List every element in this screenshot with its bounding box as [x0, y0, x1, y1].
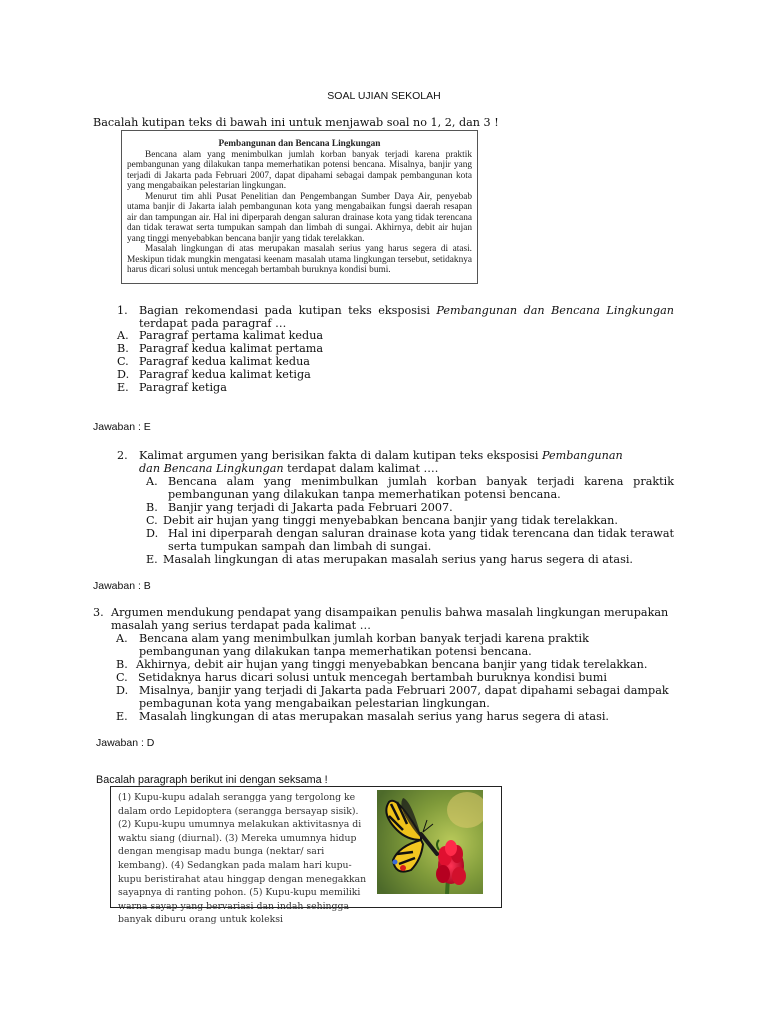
option-letter: C. — [116, 671, 128, 684]
option-text: Masalah lingkungan di atas merupakan masalah serius yang harus segera di atasi. — [163, 553, 633, 566]
option-text: Paragraf kedua kalimat kedua — [139, 355, 310, 368]
question-text-title: Pembangunan dan Bencana Lingkungan — [436, 304, 674, 317]
option-letter: C. — [146, 514, 158, 527]
option-letter: B. — [146, 501, 158, 514]
question-text-end: terdapat pada paragraf … — [139, 317, 287, 330]
option-text: Hal ini diperparah dengan saluran drainase kota yang tidak terencana dan tidak terawat serta tumpukan sampah dan limbah di sungai. — [168, 527, 674, 553]
option-text: Paragraf ketiga — [139, 381, 227, 394]
option-letter: D. — [146, 527, 159, 540]
question-number: 1. — [117, 304, 128, 317]
instruction-1: Bacalah kutipan teks di bawah ini untuk menjawab soal no 1, 2, dan 3 ! — [93, 116, 499, 129]
butterfly-passage-box — [110, 786, 502, 926]
option-text: Setidaknya harus dicari solusi untuk mencegah bertambah buruknya kondisi bumi — [138, 671, 607, 684]
option-text: Paragraf pertama kalimat kedua — [139, 329, 324, 342]
butterfly-passage-text: (1) Kupu-kupu adalah serangga yang tergolong ke dalam ordo Lepidoptera (serangga bersayap sisik). (2) Kupu-kupu umumnya melakukan aktivitasnya di waktu siang (diurnal). (3) Mereka umumnya hidup dengan mengisap madu bunga (nektar/ sari kembang). (4) Sedangkan pada malam hari kupu-kupu beristirahat atau hinggap dengan menegakkan sayapnya di ranting pohon. (5) Kupu-kupu memiliki warna sayap yang bervariasi dan indah sehingga banyak diburu orang untuk koleksi — [118, 792, 367, 926]
instruction-2: Bacalah paragraph berikut ini dengan seksama ! — [96, 774, 328, 786]
answer-3: Jawaban : D — [96, 737, 155, 749]
question-text — [139, 304, 674, 330]
answer-2: Jawaban : B — [93, 580, 151, 592]
option-letter: A. — [146, 475, 158, 488]
option-text: Debit air hujan yang tinggi menyebabkan bencana banjir yang tidak terelakkan. — [163, 514, 618, 527]
question-text-start: Kalimat argumen yang berisikan fakta di dalam kutipan teks eksposisi — [139, 449, 542, 462]
option-letter: E. — [116, 710, 128, 723]
answer-1: Jawaban : E — [93, 421, 151, 433]
option-letter: A. — [116, 632, 128, 645]
option-text: Paragraf kedua kalimat ketiga — [139, 368, 311, 381]
passage-title: Pembangunan dan Bencana Lingkungan — [218, 139, 381, 149]
page-title: SOAL UJIAN SEKOLAH — [327, 90, 441, 102]
question-text — [139, 449, 639, 475]
question-text-title: Pembangunan dan Bencana Lingkungan — [139, 449, 623, 475]
option-letter: B. — [116, 658, 128, 671]
option-text: Misalnya, banjir yang terjadi di Jakarta pada Februari 2007, dapat dipahami sebagai dampak pembagunan kota yang mengabaikan pelestarian lingkungan. — [139, 684, 669, 710]
option-text: Banjir yang terjadi di Jakarta pada Februari 2007. — [168, 501, 453, 514]
question-number: 3. — [93, 606, 104, 619]
option-letter: C. — [117, 355, 129, 368]
option-text: Masalah lingkungan di atas merupakan masalah serius yang harus segera di atasi. — [139, 710, 609, 723]
question-text: Argumen mendukung pendapat yang disampaikan penulis bahwa masalah lingkungan merupakan masalah yang serius terdapat pada kalimat … — [111, 606, 669, 632]
option-text: Bencana alam yang menimbulkan jumlah korban banyak terjadi karena praktik pembangunan yang dilakukan tanpa memerhatikan potensi bencana. — [139, 632, 589, 658]
option-letter: D. — [117, 368, 130, 381]
question-text-end: terdapat dalam kalimat …. — [283, 462, 439, 475]
butterfly-image — [377, 790, 483, 894]
passage-paragraph-1: Bencana alam yang menimbulkan jumlah korban banyak terjadi karena praktik pembangunan yang dilakukan tanpa memerhatikan potensi bencana. Misalnya, banjir yang terjadi di Jakarta pada Februari 2007, dapat dipahami sebagai dampak pembangunan kota yang mengabaikan pelestarian lingkungan. — [127, 149, 472, 191]
passage-box — [121, 130, 478, 284]
option-letter: B. — [117, 342, 129, 355]
option-text: Paragraf kedua kalimat pertama — [139, 342, 324, 355]
passage-paragraph-3: Masalah lingkungan di atas merupakan masalah serius yang harus segera di atasi. Meskipun tidak mungkin mengatasi keenam masalah utama lingkungan tersebut, setidaknya harus dicari solusi untuk mencegah bertambah buruknya kondisi bumi. — [127, 244, 472, 275]
question-number: 2. — [117, 449, 128, 462]
question-text-start: Bagian rekomendasi pada kutipan teks eksposisi — [139, 304, 437, 317]
option-letter: A. — [117, 329, 129, 342]
option-letter: E. — [146, 553, 158, 566]
option-text: Akhirnya, debit air hujan yang tinggi menyebabkan bencana banjir yang tidak terelakkan. — [136, 658, 648, 671]
option-text: Bencana alam yang menimbulkan jumlah korban banyak terjadi karena praktik pembangunan yang dilakukan tanpa memerhatikan potensi bencana. — [168, 475, 674, 501]
passage-paragraph-2: Menurut tim ahli Pusat Penelitian dan Pengembangan Sumber Daya Air, penyebab utama banjir di Jakarta ialah pembangunan kota yang mengabaikan fungsi daerah resapan air dan tampungan air. Hal ini diperparah dengan saluran drainase kota yang tidak terencana dan tidak terawat serta tumpukan sampah dan limbah di sungai. Akhirnya, debit air hujan yang tinggi menyebabkan bencana banjir yang tidak terelakkan. — [127, 191, 472, 244]
option-letter: D. — [116, 684, 129, 697]
option-letter: E. — [117, 381, 129, 394]
